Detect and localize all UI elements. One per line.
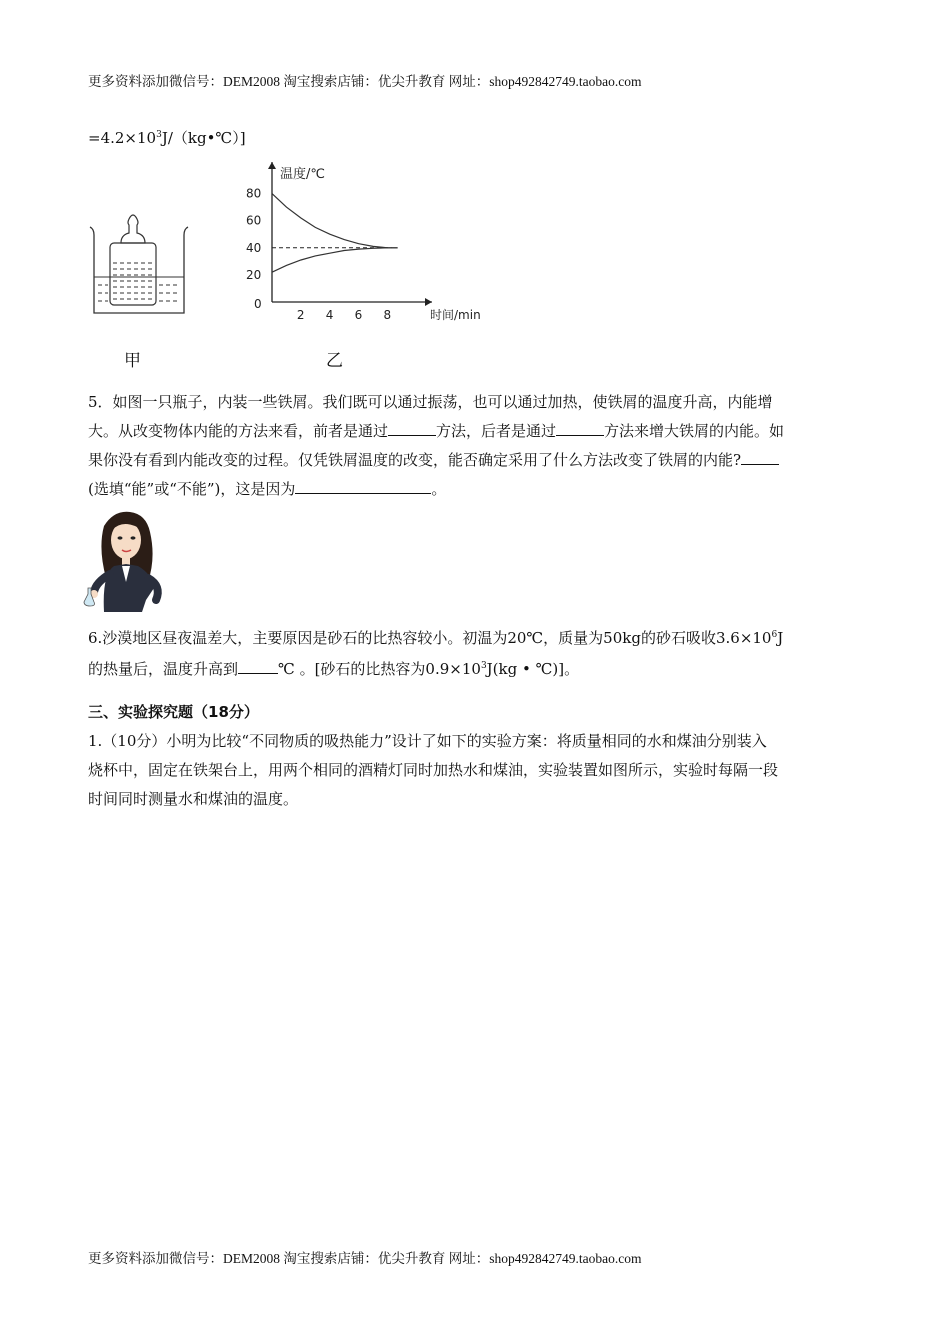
y-axis-arrow — [268, 162, 276, 169]
y-tick-label: 80 — [246, 186, 262, 201]
origin-label: 0 — [254, 297, 262, 311]
teacher-illustration — [84, 508, 166, 614]
q1-line-1: 1.（10分）小明为比较“不同物质的吸热能力”设计了如下的实验方案：将质量相同的水和煤油分别装入 — [88, 732, 767, 750]
y-tick-label: 40 — [246, 240, 262, 255]
q6-blank[interactable] — [238, 659, 278, 674]
q5-line-3 — [88, 446, 864, 475]
q6-exp-2: 3 — [480, 661, 487, 671]
x-tick-label: 4 — [325, 308, 334, 322]
figure-label-b: 乙 — [326, 351, 343, 371]
series-line-cold — [272, 248, 398, 272]
y-tick-label: 20 — [246, 267, 262, 282]
q6-text-b: J — [777, 629, 784, 647]
q5-blank-3[interactable] — [741, 450, 779, 465]
figure-beaker — [84, 205, 194, 320]
question-1 — [88, 727, 864, 814]
section-3-title: 三、实验探究题（18分） — [88, 703, 259, 721]
q5-text-d: 果你没有看到内能改变的过程。仅凭铁屑温度的改变，能否确定采用了什么方法改变了铁屑的内能? — [88, 451, 742, 469]
page-header: 更多资料添加微信号：DEM2008 淘宝搜索店铺：优尖升教育 网址：shop492842749.taobao.com — [88, 74, 642, 89]
x-axis-label: 时间/min — [430, 308, 481, 322]
q1-line-3: 时间同时测量水和煤油的温度。 — [88, 790, 299, 808]
q6-text-e: J(kg • ℃)]。 — [486, 660, 580, 678]
q5-text-a: 大。从改变物体内能的方法来看，前者是通过 — [88, 422, 389, 440]
formula-pre: =4.2×10 — [88, 129, 157, 147]
page-footer: 更多资料添加微信号：DEM2008 淘宝搜索店铺：优尖升教育 网址：shop492842749.taobao.com — [88, 1251, 642, 1266]
q5-blank-1[interactable] — [388, 421, 436, 436]
temperature-chart — [236, 160, 481, 335]
formula-line — [88, 124, 864, 153]
q5-line-4 — [88, 475, 864, 504]
q5-line-2 — [88, 417, 864, 446]
x-tick-label: 6 — [354, 308, 363, 322]
formula-post: J/（kg•℃）] — [161, 129, 246, 147]
q6-line-1 — [88, 623, 864, 654]
q6-text-d: ℃ 。[砂石的比热容为0.9×10 — [278, 660, 481, 678]
q6-exp-1: 6 — [771, 630, 778, 640]
q1-line-2: 烧杯中，固定在铁架台上，用两个相同的酒精灯同时加热水和煤油，实验装置如图所示，实验时每隔一段 — [88, 761, 779, 779]
x-tick-label: 8 — [383, 308, 392, 322]
question-5 — [88, 388, 864, 504]
y-tick-label: 60 — [246, 213, 262, 228]
q5-text-c: 方法来增大铁屑的内能。如 — [604, 422, 785, 440]
series-line-hot — [272, 194, 398, 248]
formula-exp: 3 — [156, 130, 162, 140]
q5-blank-4[interactable] — [295, 479, 431, 494]
y-axis-label: 温度/℃ — [280, 167, 325, 182]
q6-text-c: 的热量后，温度升高到 — [88, 660, 239, 678]
q5-blank-2[interactable] — [556, 421, 604, 436]
q5-text-b: 方法，后者是通过 — [436, 422, 557, 440]
question-6 — [88, 623, 864, 685]
x-tick-label: 2 — [296, 308, 305, 322]
q5-line-1: 5．如图一只瓶子，内装一些铁屑。我们既可以通过振荡，也可以通过加热，使铁屑的温度升高，内能增 — [88, 393, 773, 411]
q6-line-2 — [88, 654, 864, 685]
q5-text-f: 。 — [431, 480, 447, 498]
q6-text-a: 6.沙漠地区昼夜温差大，主要原因是砂石的比热容较小。初温为20℃，质量为50kg的砂石吸收3.6×10 — [88, 629, 772, 647]
q5-text-e: (选填“能”或“不能”)，这是因为 — [88, 480, 296, 498]
x-axis-arrow — [425, 298, 432, 306]
figure-label-a: 甲 — [124, 351, 141, 371]
